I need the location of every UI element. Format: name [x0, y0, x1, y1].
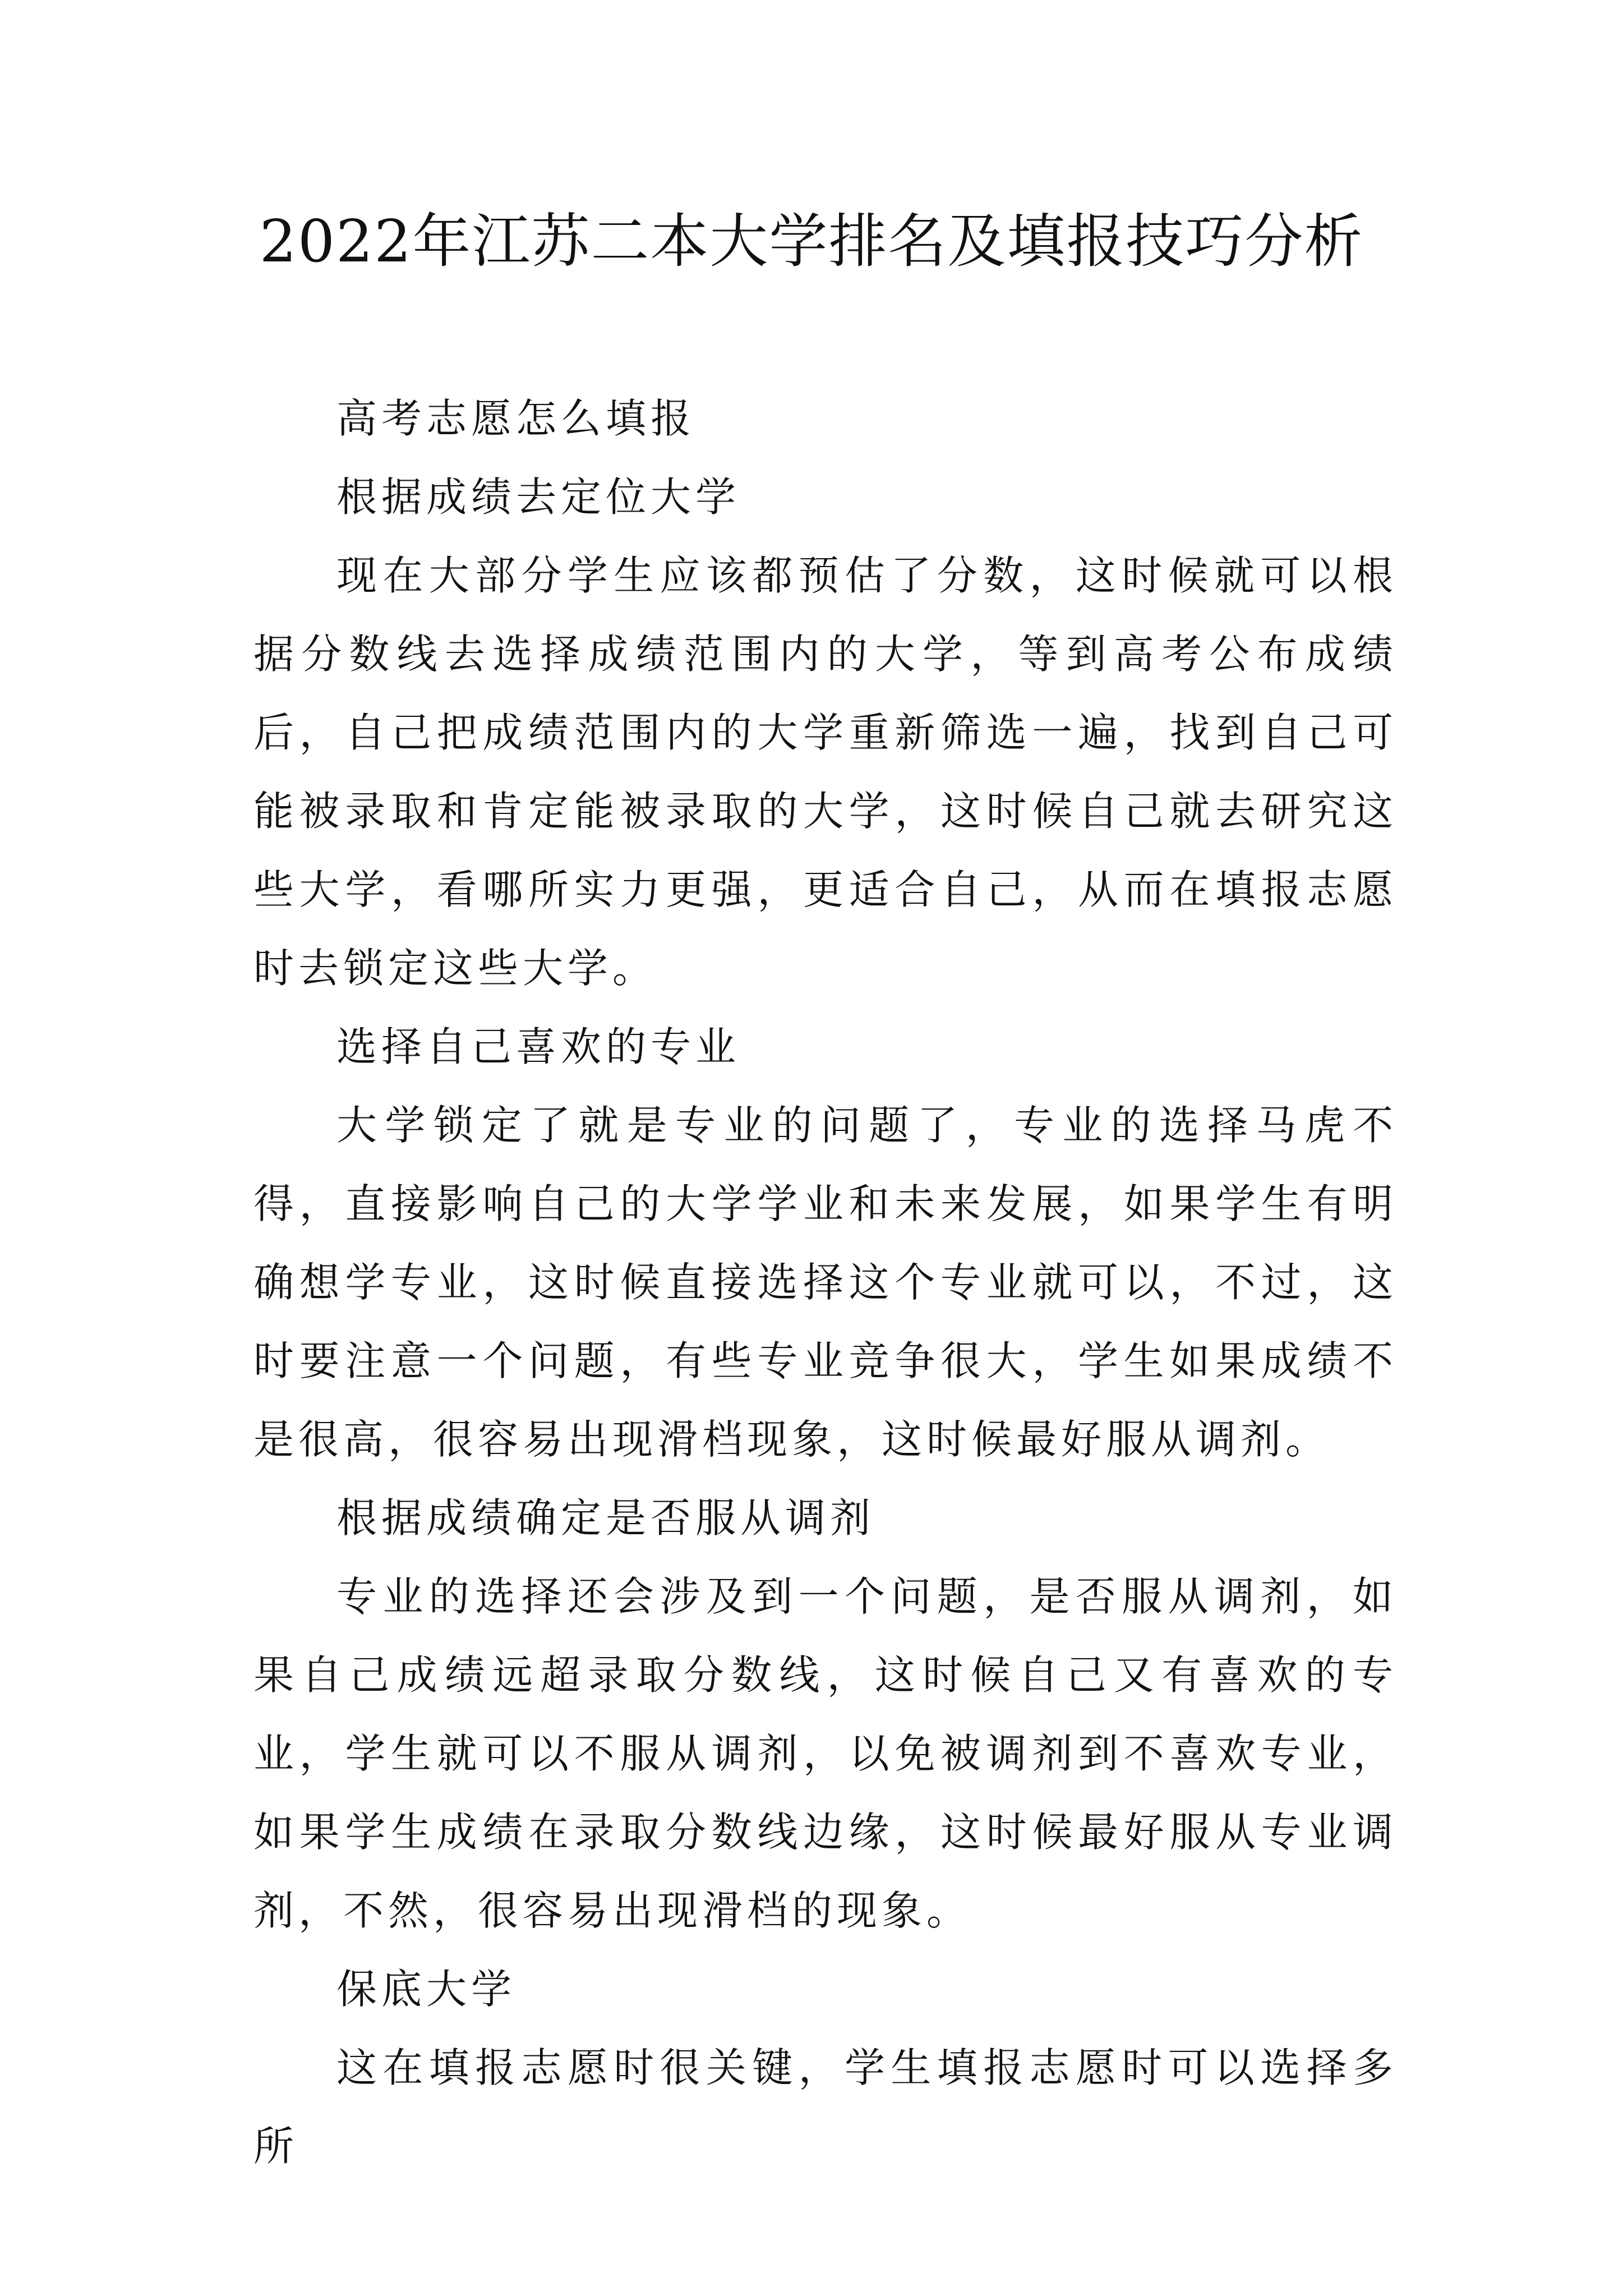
body-paragraph: 专业的选择还会涉及到一个问题，是否服从调剂，如果自己成绩远超录取分数线，这时候自己又有喜欢的专业，学生就可以不服从调剂，以免被调剂到不喜欢专业，如果学生成绩在录取分数线边缘，这时候最好服从专业调剂，不然，很容易出现滑档的现象。	[253, 1573, 1398, 1934]
section-heading: 根据成绩去定位大学	[336, 473, 741, 521]
section-heading: 保底大学	[336, 1966, 517, 2013]
document-title: 2022年江苏二本大学排名及填报技巧分析	[259, 207, 1364, 275]
document-body	[253, 379, 1398, 2185]
body-paragraph: 这在填报志愿时很关键，学生填报志愿时可以选择多所	[253, 2044, 1398, 2170]
section-heading: 高考志愿怎么填报	[336, 395, 696, 442]
section-heading: 选择自己喜欢的专业	[336, 1023, 741, 1070]
body-paragraph: 大学锁定了就是专业的问题了，专业的选择马虎不得，直接影响自己的大学学业和未来发展，如果学生有明确想学专业，这时候直接选择这个专业就可以，不过，这时要注意一个问题，有些专业竞争很大，学生如果成绩不是很高，很容易出现滑档现象，这时候最好服从调剂。	[253, 1102, 1398, 1463]
body-paragraph: 现在大部分学生应该都预估了分数，这时候就可以根据分数线去选择成绩范围内的大学，等到高考公布成绩后，自己把成绩范围内的大学重新筛选一遍，找到自己可能被录取和肯定能被录取的大学，这时候自己就去研究这些大学，看哪所实力更强，更适合自己，从而在填报志愿时去锁定这些大学。	[253, 552, 1398, 992]
section-heading: 根据成绩确定是否服从调剂	[336, 1494, 875, 1542]
